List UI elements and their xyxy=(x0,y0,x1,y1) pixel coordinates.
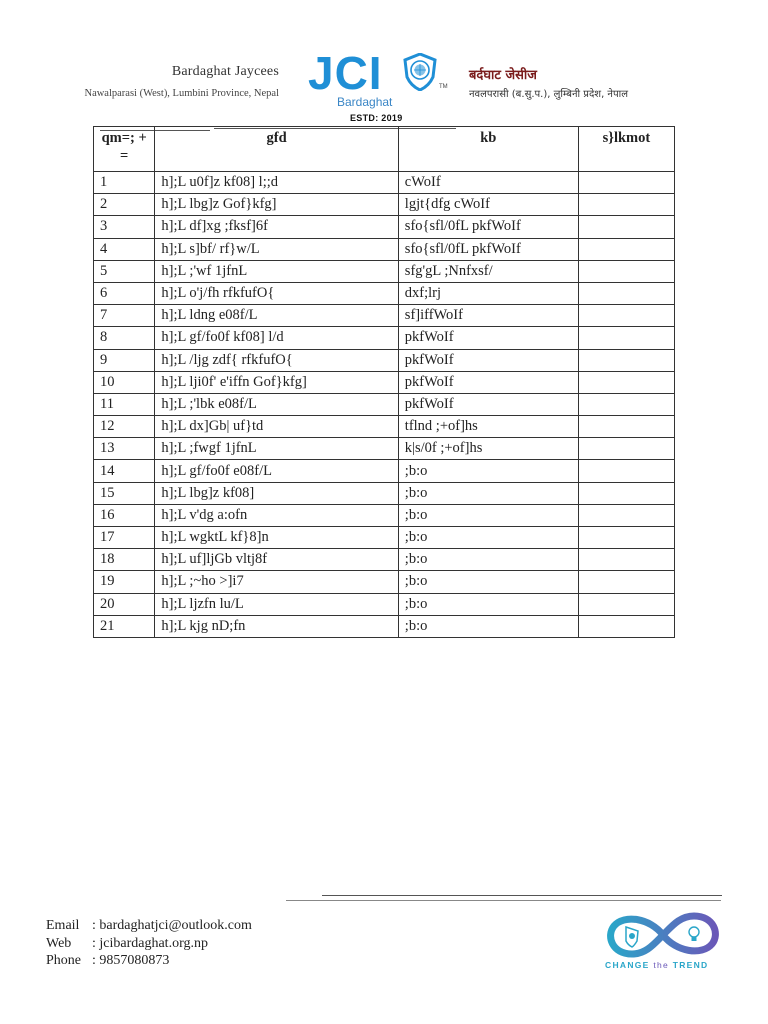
cell-position: ;b:o xyxy=(398,527,578,549)
contact-info xyxy=(46,917,252,970)
col-header-position: kb xyxy=(398,127,578,172)
footer-rule xyxy=(322,895,722,896)
cell-position: pkfWoIf xyxy=(398,393,578,415)
cell-name: h];L ;~ho >]i7 xyxy=(155,571,398,593)
cell-sn: 2 xyxy=(94,194,155,216)
cell-sn: 12 xyxy=(94,416,155,438)
cell-name: h];L lbg]z Gof}kfg] xyxy=(155,194,398,216)
cell-position: pkfWoIf xyxy=(398,371,578,393)
col-header-sn: qm=; += xyxy=(94,127,155,172)
jci-logo xyxy=(308,47,448,126)
cell-position: pkfWoIf xyxy=(398,327,578,349)
tagline-trend: TREND xyxy=(672,960,709,970)
table-row xyxy=(94,460,675,482)
org-header-left xyxy=(84,64,279,99)
cell-signature xyxy=(578,216,674,238)
change-the-trend-logo xyxy=(602,910,724,974)
org-header-right xyxy=(469,65,628,100)
cell-position: sfo{sfl/0fL pkfWoIf xyxy=(398,238,578,260)
cell-name: h];L lji0f' e'iffn Gof}kfg] xyxy=(155,371,398,393)
cell-position: sfg'gL ;Nnfxsf/ xyxy=(398,260,578,282)
email-label: Email xyxy=(46,918,80,933)
org-address: Nawalparasi (West), Lumbini Province, Nepal xyxy=(84,88,279,99)
cell-signature xyxy=(578,460,674,482)
cell-signature xyxy=(578,371,674,393)
cell-sn: 13 xyxy=(94,438,155,460)
cell-signature xyxy=(578,194,674,216)
cell-position: ;b:o xyxy=(398,593,578,615)
cell-signature xyxy=(578,416,674,438)
cell-position: sf]iffWoIf xyxy=(398,305,578,327)
table-row xyxy=(94,438,675,460)
cell-name: h];L kjg nD;fn xyxy=(155,615,398,637)
cell-signature xyxy=(578,527,674,549)
cell-signature xyxy=(578,571,674,593)
table-row xyxy=(94,593,675,615)
cell-name: h];L o'j/fh rfkfufO{ xyxy=(155,282,398,304)
cell-sn: 1 xyxy=(94,172,155,194)
cell-sn: 18 xyxy=(94,549,155,571)
cell-sn: 9 xyxy=(94,349,155,371)
cell-name: h];L gf/fo0f e08f/L xyxy=(155,460,398,482)
cell-position: cWoIf xyxy=(398,172,578,194)
cell-name: h];L /ljg zdf{ rfkfufO{ xyxy=(155,349,398,371)
cell-position: ;b:o xyxy=(398,460,578,482)
cell-signature xyxy=(578,305,674,327)
cell-sn: 7 xyxy=(94,305,155,327)
logo-estd: ESTD: 2019 xyxy=(350,113,403,123)
change-the-trend-tagline xyxy=(605,960,708,970)
cell-name: h];L wgktL kf}8]n xyxy=(155,527,398,549)
cell-position: sfo{sfl/0fL pkfWoIf xyxy=(398,216,578,238)
cell-signature xyxy=(578,615,674,637)
table-row xyxy=(94,327,675,349)
phone-value: : 9857080873 xyxy=(92,953,170,968)
cell-name: h];L s]bf/ rf}w/L xyxy=(155,238,398,260)
footer-rule-lower xyxy=(286,900,721,901)
cell-signature xyxy=(578,282,674,304)
cell-sn: 17 xyxy=(94,527,155,549)
cell-signature xyxy=(578,349,674,371)
cell-position: ;b:o xyxy=(398,504,578,526)
shield-icon xyxy=(403,53,437,91)
cell-name: h];L gf/fo0f kf08] l/d xyxy=(155,327,398,349)
logo-chapter-name: Bardaghat xyxy=(337,95,393,109)
cell-name: h];L ;'lbk e08f/L xyxy=(155,393,398,415)
members-table xyxy=(93,126,675,638)
infinity-icon xyxy=(602,910,724,960)
cell-name: h];L uf]ljGb vltj8f xyxy=(155,549,398,571)
cell-position: lgjt{dfg cWoIf xyxy=(398,194,578,216)
cell-sn: 11 xyxy=(94,393,155,415)
cell-name: h];L u0f]z kf08] l;;d xyxy=(155,172,398,194)
jci-logo-text: JCI xyxy=(308,47,383,99)
email-line xyxy=(46,917,252,935)
cell-signature xyxy=(578,327,674,349)
phone-label: Phone xyxy=(46,953,81,968)
table-row xyxy=(94,549,675,571)
cell-sn: 21 xyxy=(94,615,155,637)
cell-position: k|s/0f ;+of]hs xyxy=(398,438,578,460)
cell-signature xyxy=(578,260,674,282)
cell-position: tflnd ;+of]hs xyxy=(398,416,578,438)
web-label: Web xyxy=(46,935,72,951)
table-row xyxy=(94,571,675,593)
cell-position: ;b:o xyxy=(398,615,578,637)
table-row xyxy=(94,393,675,415)
tagline-the: the xyxy=(653,960,670,970)
table-row xyxy=(94,238,675,260)
tagline-change: CHANGE xyxy=(605,960,650,970)
cell-signature xyxy=(578,549,674,571)
table-row xyxy=(94,282,675,304)
col-header-name: gfd xyxy=(155,127,398,172)
cell-position: ;b:o xyxy=(398,549,578,571)
table-row xyxy=(94,349,675,371)
cell-position: ;b:o xyxy=(398,482,578,504)
table-row xyxy=(94,172,675,194)
cell-sn: 5 xyxy=(94,260,155,282)
table-row xyxy=(94,260,675,282)
cell-sn: 6 xyxy=(94,282,155,304)
table-header-row xyxy=(94,127,675,172)
cell-sn: 16 xyxy=(94,504,155,526)
phone-line xyxy=(46,952,252,970)
cell-sn: 8 xyxy=(94,327,155,349)
logo-tm: TM xyxy=(439,84,448,90)
table-row xyxy=(94,615,675,637)
table-row xyxy=(94,216,675,238)
col-header-signature: s}lkmot xyxy=(578,127,674,172)
table-row xyxy=(94,416,675,438)
cell-position: pkfWoIf xyxy=(398,349,578,371)
cell-position: dxf;lrj xyxy=(398,282,578,304)
table-row xyxy=(94,482,675,504)
table-row xyxy=(94,305,675,327)
cell-signature xyxy=(578,504,674,526)
table-row xyxy=(94,504,675,526)
table-row xyxy=(94,371,675,393)
cell-name: h];L ljzfn lu/L xyxy=(155,593,398,615)
cell-sn: 10 xyxy=(94,371,155,393)
org-name: Bardaghat Jaycees xyxy=(171,64,279,79)
email-value: : bardaghatjci@outlook.com xyxy=(92,918,252,933)
cell-sn: 14 xyxy=(94,460,155,482)
cell-signature xyxy=(578,393,674,415)
cell-name: h];L lbg]z kf08] xyxy=(155,482,398,504)
cell-sn: 20 xyxy=(94,593,155,615)
cell-position: ;b:o xyxy=(398,571,578,593)
web-line xyxy=(46,935,252,953)
cell-sn: 4 xyxy=(94,238,155,260)
cell-signature xyxy=(578,593,674,615)
cell-name: h];L dx]Gb| uf}td xyxy=(155,416,398,438)
table-row xyxy=(94,194,675,216)
org-name-nepali: बर्दघाट जेसीज xyxy=(469,68,537,83)
cell-sn: 19 xyxy=(94,571,155,593)
table-row xyxy=(94,527,675,549)
cell-signature xyxy=(578,172,674,194)
cell-name: h];L v'dg a:ofn xyxy=(155,504,398,526)
web-value: : jcibardaghat.org.np xyxy=(92,935,208,951)
cell-name: h];L ldng e08f/L xyxy=(155,305,398,327)
cell-signature xyxy=(578,438,674,460)
cell-signature xyxy=(578,482,674,504)
org-address-nepali: नवलपरासी (ब.सु.प.), लुम्बिनी प्रदेश, नेपाल xyxy=(469,89,629,100)
cell-name: h];L ;fwgf 1jfnL xyxy=(155,438,398,460)
cell-name: h];L df]xg ;fksf]6f xyxy=(155,216,398,238)
cell-signature xyxy=(578,238,674,260)
cell-name: h];L ;'wf 1jfnL xyxy=(155,260,398,282)
cell-sn: 15 xyxy=(94,482,155,504)
cell-sn: 3 xyxy=(94,216,155,238)
